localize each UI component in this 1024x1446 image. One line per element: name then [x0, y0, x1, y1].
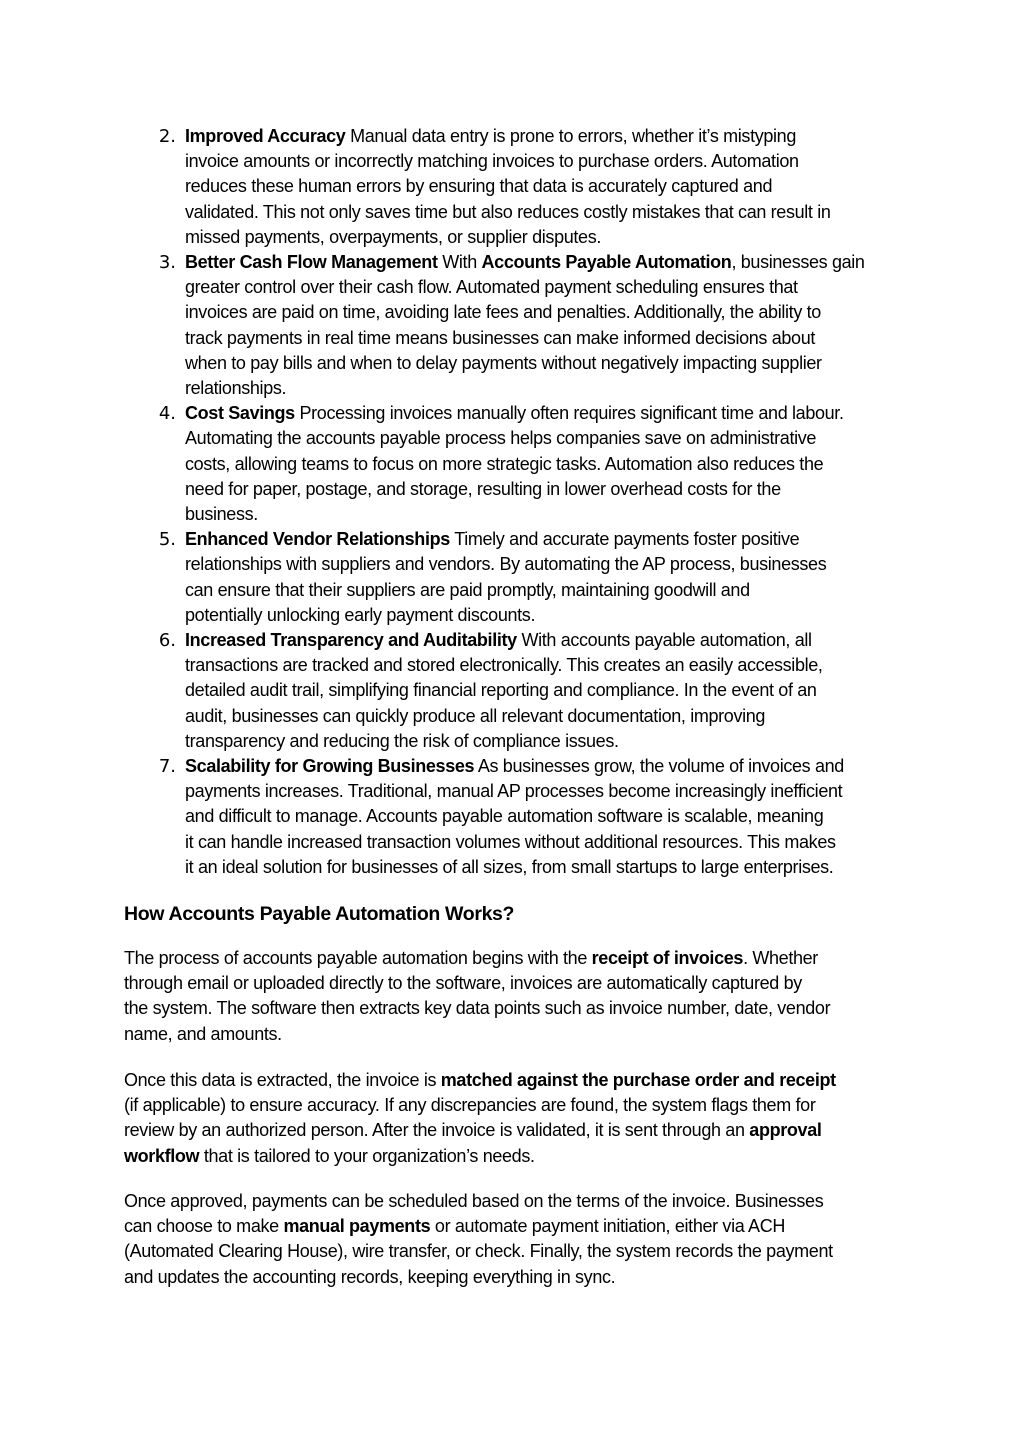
text-line — [185, 200, 1024, 225]
text-line — [185, 502, 1024, 527]
text-run: payments increases. Traditional, manual AP processes become increasingly inefficient — [185, 781, 843, 802]
text-run: invoices are paid on time, avoiding late fees and penalties. Additionally, the ability to — [185, 302, 821, 323]
benefit-item — [0, 527, 1024, 628]
text-run: through email or uploaded directly to the software, invoices are automatically captured by — [124, 973, 802, 994]
text-run: As businesses grow, the volume of invoices and — [474, 756, 844, 777]
bold-text: Scalability for Growing Businesses — [185, 756, 475, 777]
text-line — [185, 477, 1024, 502]
text-run: or automate payment initiation, either via ACH — [430, 1216, 786, 1237]
text-run: that is tailored to your organization’s needs. — [199, 1145, 535, 1166]
text-line — [124, 1068, 836, 1093]
bold-text: Accounts Payable Automation — [481, 252, 732, 273]
text-run: transactions are tracked and stored electronically. This creates an easily accessible, — [185, 655, 823, 676]
text-run: potentially unlocking early payment discounts. — [185, 604, 536, 625]
text-run: (Automated Clearing House), wire transfer, or check. Finally, the system records the payment — [124, 1241, 833, 1262]
benefit-item — [0, 250, 1024, 401]
text-line — [185, 552, 1024, 577]
text-line — [185, 804, 1024, 829]
text-line — [124, 1239, 833, 1264]
text-line — [185, 351, 1024, 376]
benefit-item — [0, 401, 1024, 527]
text-line — [185, 149, 1024, 174]
bold-text: Improved Accuracy — [185, 126, 346, 146]
bold-text: receipt of invoices — [591, 948, 744, 968]
text-run: , businesses gain — [731, 252, 865, 273]
text-line — [185, 704, 1024, 729]
text-run: Manual data entry is prone to errors, whether it’s mistyping — [345, 126, 797, 146]
text-run: invoice amounts or incorrectly matching invoices to purchase orders. Automation — [185, 151, 799, 172]
list-number: 7. — [158, 756, 176, 778]
bold-text: manual payments — [283, 1216, 431, 1237]
text-run: . Whether — [743, 948, 818, 968]
text-line — [185, 225, 1024, 250]
text-run: audit, businesses can quickly produce all relevant documentation, improving — [185, 705, 766, 726]
bold-text: Enhanced Vendor Relationships — [185, 529, 450, 550]
text-run: Once this data is extracted, the invoice is — [124, 1070, 441, 1090]
text-line — [185, 426, 1024, 451]
benefit-item — [0, 124, 1024, 250]
benefit-item — [0, 754, 1024, 880]
text-line — [185, 830, 1024, 855]
bold-text: matched against the purchase order and receipt — [440, 1070, 836, 1090]
text-line — [185, 754, 1024, 779]
text-line — [124, 1093, 836, 1118]
text-run: it can handle increased transaction volumes without additional resources. This makes — [185, 831, 836, 852]
paragraph-receipt-of-invoices — [124, 946, 830, 1047]
text-run: Automating the accounts payable process helps companies save on administrative — [185, 428, 817, 449]
text-line — [185, 124, 1024, 149]
text-run: business. — [185, 504, 258, 525]
bold-text: Better Cash Flow Management — [185, 252, 438, 273]
section-heading: How Accounts Payable Automation Works? — [124, 903, 515, 925]
text-line — [185, 653, 1024, 678]
list-number: 3. — [158, 252, 176, 274]
text-run: and difficult to manage. Accounts payable automation software is scalable, meaning — [185, 806, 824, 827]
text-run: missed payments, overpayments, or supplier disputes. — [185, 226, 601, 247]
benefits-list — [0, 124, 1024, 880]
text-line — [185, 326, 1024, 351]
text-run: relationships. — [185, 378, 287, 399]
bold-text: workflow — [124, 1145, 200, 1166]
text-run: Processing invoices manually often requires significant time and labour. — [294, 403, 844, 424]
text-line — [124, 946, 830, 971]
text-run: Timely and accurate payments foster positive — [449, 529, 800, 550]
text-run: validated. This not only saves time but also reduces costly mistakes that can result in — [185, 201, 831, 222]
text-run: when to pay bills and when to delay payments without negatively impacting supplier — [185, 352, 822, 373]
text-run: relationships with suppliers and vendors. By automating the AP process, businesses — [185, 554, 827, 575]
text-line — [124, 1022, 830, 1047]
text-run: name, and amounts. — [124, 1023, 282, 1044]
text-line — [185, 300, 1024, 325]
text-line — [185, 779, 1024, 804]
text-run: the system. The software then extracts key data points such as invoice number, date, vendor — [124, 998, 831, 1019]
text-run: need for paper, postage, and storage, resulting in lower overhead costs for the — [185, 478, 781, 499]
text-line — [185, 527, 1024, 552]
text-run: transparency and reducing the risk of compliance issues. — [185, 730, 619, 751]
text-line — [185, 603, 1024, 628]
text-run: costs, allowing teams to focus on more strategic tasks. Automation also reduces the — [185, 453, 824, 474]
text-line — [185, 250, 1024, 275]
text-run: With — [437, 252, 482, 273]
text-line — [185, 401, 1024, 426]
text-line — [124, 996, 830, 1021]
bold-text: Increased Transparency and Auditability — [185, 630, 517, 651]
text-run: review by an authorized person. After the invoice is validated, it is sent through an — [124, 1120, 750, 1141]
text-line — [185, 678, 1024, 703]
text-run: it an ideal solution for businesses of all sizes, from small startups to large enterprises. — [185, 856, 834, 877]
text-line — [124, 1265, 833, 1290]
text-run: track payments in real time means businesses can make informed decisions about — [185, 327, 816, 348]
text-line — [124, 971, 830, 996]
paragraph-payment-scheduling — [124, 1189, 833, 1290]
text-line — [185, 174, 1024, 199]
text-line — [185, 376, 1024, 401]
bold-text: Cost Savings — [185, 403, 295, 424]
text-run: Once approved, payments can be scheduled based on the terms of the invoice. Businesses — [124, 1191, 824, 1211]
text-line — [185, 729, 1024, 754]
text-run: and updates the accounting records, keeping everything in sync. — [124, 1266, 616, 1287]
text-line — [185, 275, 1024, 300]
text-run: reduces these human errors by ensuring that data is accurately captured and — [185, 176, 773, 197]
text-run: can choose to make — [124, 1216, 284, 1237]
text-line — [185, 855, 1024, 880]
text-line — [124, 1214, 833, 1239]
text-run: greater control over their cash flow. Automated payment scheduling ensures that — [185, 277, 798, 298]
text-line — [185, 578, 1024, 603]
bold-text: approval — [749, 1120, 822, 1141]
benefit-item — [0, 628, 1024, 754]
list-number: 2. — [158, 126, 176, 147]
list-number: 5. — [158, 529, 176, 551]
text-line — [124, 1118, 836, 1143]
list-number: 4. — [158, 403, 176, 425]
text-run: With accounts payable automation, all — [516, 630, 812, 651]
text-run: The process of accounts payable automation begins with the — [124, 948, 592, 968]
text-run: (if applicable) to ensure accuracy. If any discrepancies are found, the system flags them for — [124, 1095, 816, 1116]
text-line — [185, 452, 1024, 477]
text-line — [124, 1144, 836, 1169]
text-run: detailed audit trail, simplifying financial reporting and compliance. In the event of an — [185, 680, 817, 701]
paragraph-invoice-matching — [124, 1068, 836, 1169]
text-line — [124, 1189, 833, 1214]
list-number: 6. — [158, 630, 176, 652]
text-line — [185, 628, 1024, 653]
text-run: can ensure that their suppliers are paid promptly, maintaining goodwill and — [185, 579, 750, 600]
